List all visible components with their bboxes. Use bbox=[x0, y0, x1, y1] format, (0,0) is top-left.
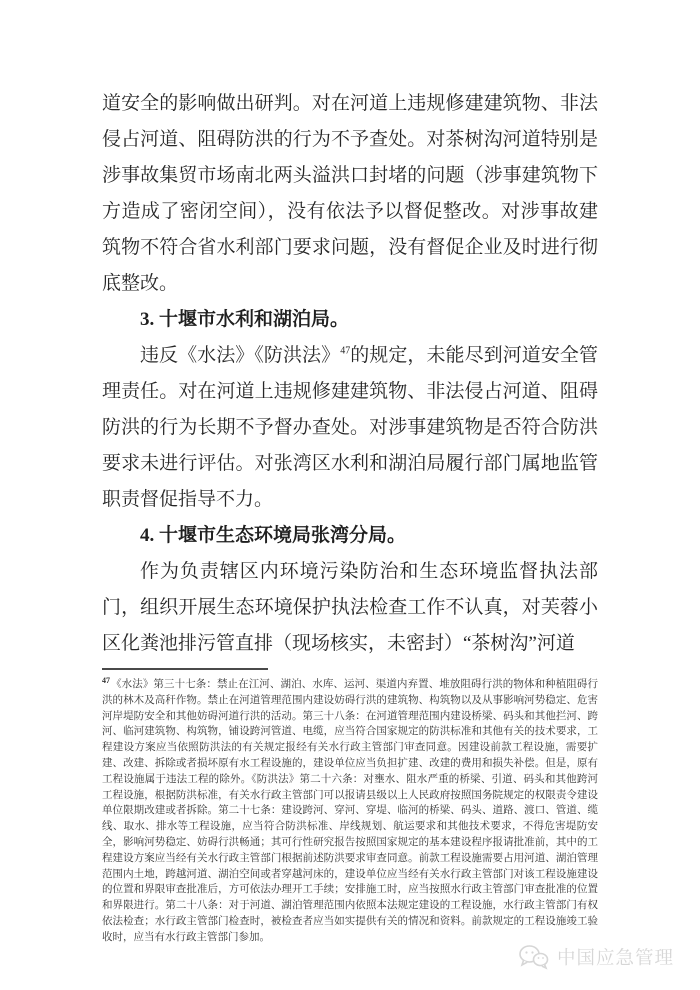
wechat-icon bbox=[518, 944, 550, 970]
paragraph-section-3 bbox=[102, 338, 598, 518]
body-text-block bbox=[102, 86, 598, 662]
footnote-body: 《水法》第三十七条：禁止在江河、湖泊、水库、运河、渠道内弃置、堆放阻碍行洪的物体和种植阻碍行洪的林木及高秆作物。禁止在河道管理范围内建设妨碍行洪的建筑物、构筑物以及从事影响河势稳定、危害河岸堤防安全和其他妨碍河道行洪的活动。第三十八条：在河道管理范围内建设桥梁、码头和其他拦河、跨河、临河建筑物、构筑物，铺设跨河管道、电缆，应当符合国家规定的防洪标准和其他有关的技术要求，工程建设方案应当依照防洪法的有关规定报经有关水行政主管部门审查同意。因建设前款工程设施，需要扩建、改建、拆除或者损坏原有水工程设施的，建设单位应当负担扩建、改建的费用和损失补偿。但是，原有工程设施属于违法工程的除外。《防洪法》第二十六条：对壅水、阻水严重的桥梁、引道、码头和其他跨河工程设施，根据防洪标准，有关水行政主管部门可以报请县级以上人民政府按照国务院规定的权限责令建设单位限期改建或者拆除。第二十七条：建设跨河、穿河、穿堤、临河的桥梁、码头、道路、渡口、管道、缆线、取水、排水等工程设施，应当符合防洪标准、岸线规划、航运要求和其他技术要求，不得危害堤防安全，影响河势稳定、妨碍行洪畅通；其可行性研究报告按照国家规定的基本建设程序报请批准前，其中的工程建设方案应当经有关水行政主管部门根据前述防洪要求审查同意。前款工程设施需要占用河道、湖泊管理范围内土地，跨越河道、湖泊空间或者穿越河床的，建设单位应当经有关水行政主管部门对该工程设施建设的位置和界限审查批准后，方可依法办理开工手续；安排施工时，应当按照水行政主管部门审查批准的位置和界限进行。第二十八条：对于河道、湖泊管理范围内依照本法规定建设的工程设施，水行政主管部门有权依法检查；水行政主管部门检查时，被检查者应当如实提供有关的情况和资料。前款规定的工程设施竣工验收时，应当有水行政主管部门参加。 bbox=[102, 679, 598, 943]
footnote-ref-47: 47 bbox=[340, 345, 351, 357]
section-heading-4: 4. 十堰市生态环境局张湾分局。 bbox=[140, 525, 407, 546]
footnote-text bbox=[102, 677, 598, 946]
footer-brand: 中国应急管理 bbox=[556, 947, 674, 968]
footnote-marker-47: 47 bbox=[102, 675, 110, 685]
footnote-separator bbox=[102, 668, 268, 670]
paragraph-section-3-text-after-ref: 的规定，未能尽到河道安全管理责任。对在河道上违规修建建筑物、非法侵占河道、阻碍防洪的行为长期不予督办查处。对涉事建筑物是否符合防洪要求未进行评估。对张湾区水利和湖泊局履行部门属地监管职责督促指导不力。 bbox=[102, 345, 598, 510]
paragraph-section-4: 作为负责辖区内环境污染防治和生态环境监督执法部门，组织开展生态环境保护执法检查工作不认真，对芙蓉小区化粪池排污管直排（现场核实，未密封）“茶树沟”河道 bbox=[102, 561, 598, 654]
paragraph-section-3-text-before-ref: 违反《水法》《防洪法》 bbox=[140, 345, 341, 366]
paragraph-continuation: 道安全的影响做出研判。对在河道上违规修建建筑物、非法侵占河道、阻碍防洪的行为不予查处。对茶树沟河道特别是涉事故集贸市场南北两头溢洪口封堵的问题（涉事建筑物下方造成了密闭空间），没有依法予以督促整改。对涉事故建筑物不符合省水利部门要求问题，没有督促企业及时进行彻底整改。 bbox=[102, 93, 598, 294]
section-heading-3: 3. 十堰市水利和湖泊局。 bbox=[140, 309, 350, 330]
page-footer bbox=[518, 944, 674, 970]
footnote-section bbox=[102, 668, 598, 946]
